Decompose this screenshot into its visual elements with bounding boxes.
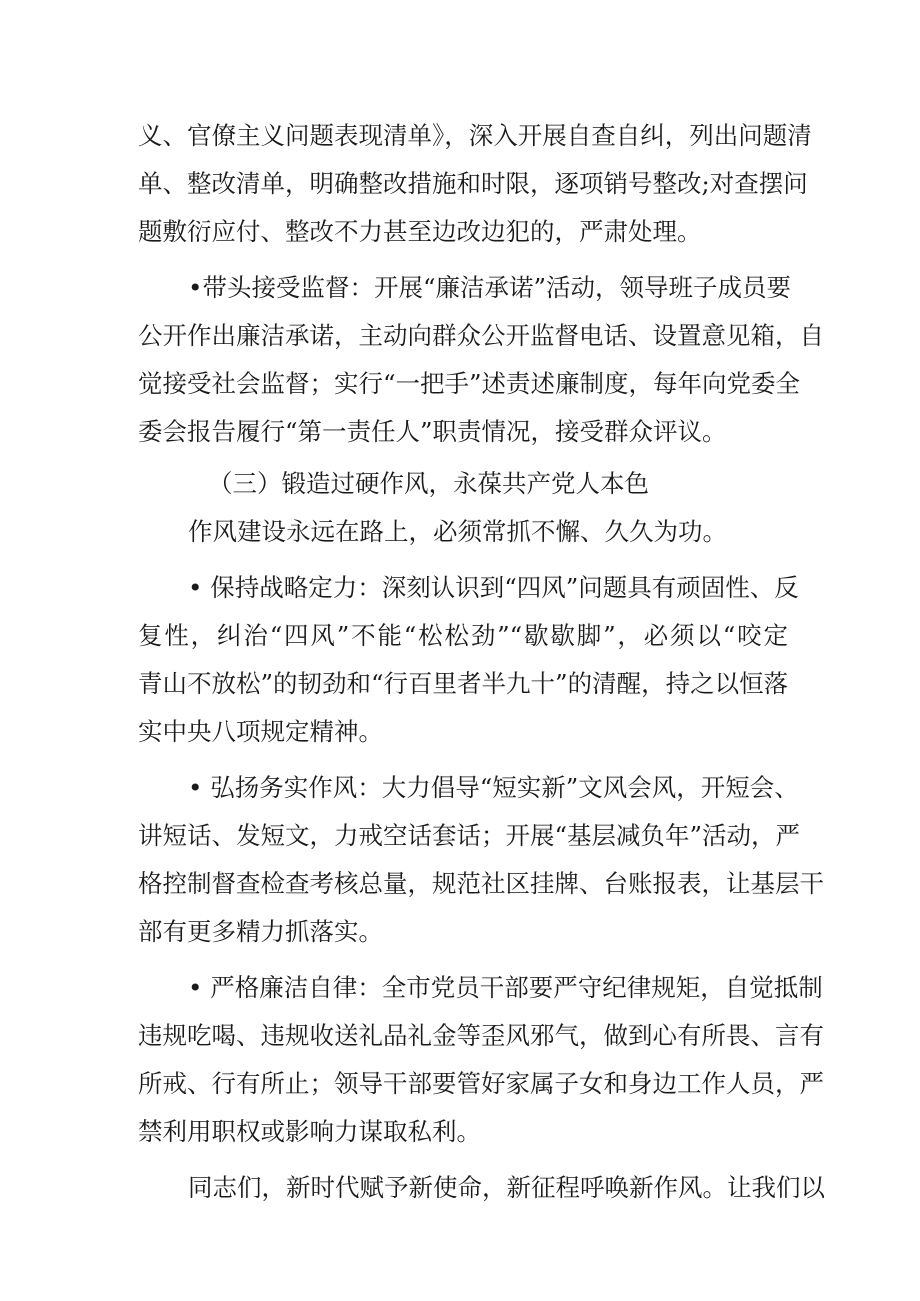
text-line: 作风建设永远在路上，必须常抓不懈、久久为功。 — [188, 517, 727, 546]
bullet-line: •带头接受监督：开展“廉洁承诺”活动，领导班子成员要 — [188, 273, 791, 302]
text-line: 单、整改清单，明确整改措施和时限，逐项销号整改;对查摆问 — [138, 169, 808, 198]
text-line: 委会报告履行“第一责任人”职责情况，接受群众评议。 — [138, 417, 727, 446]
document-page — [138, 112, 825, 1212]
paragraph-integrity — [138, 964, 824, 1156]
text-line: 复性，纠治“四风”不能“松松劲”“歇歇脚”，必须以“咬定 — [138, 621, 788, 650]
text-line: 格控制督查检查考核总量，规范社区挂牌、台账报表，让基层干 — [138, 869, 824, 898]
text-line: 题敷衍应付、整改不力甚至边改边犯的，严肃处理。 — [138, 217, 702, 246]
text-line: 觉接受社会监督；实行“一把手”述责述廉制度，每年向党委全 — [138, 369, 801, 398]
section-heading-text: （三）锻造过硬作风，永葆共产党人本色 — [208, 469, 649, 498]
paragraph-strategic-focus — [138, 564, 799, 756]
text-line: 公开作出廉洁承诺，主动向群众公开监督电话、设置意见箱，自 — [138, 321, 824, 350]
bullet-line: • 严格廉洁自律：全市党员干部要严守纪律规矩，自觉抵制 — [188, 973, 823, 1002]
text-line: 同志们，新时代赋予新使命，新征程呼唤新作风。让我们以 — [188, 1173, 825, 1202]
text-line: 违规吃喝、违规收送礼品礼金等歪风邪气，做到心有所畏、言有 — [138, 1021, 824, 1050]
text-line: 青山不放松”的韧劲和“行百里者半九十”的清醒，持之以恒落 — [138, 669, 789, 698]
text-line: 义、官僚主义问题表现清单》，深入开展自查自纠，列出问题清 — [138, 121, 812, 150]
text-line: 讲短话、发短文，力戒空话套话；开展“基层减负年”活动，严 — [138, 821, 801, 850]
paragraph-practical-style — [138, 764, 824, 956]
bullet-line: • 弘扬务实作风：大力倡导“短实新”文风会风，开短会、 — [188, 773, 799, 802]
text-line: 禁利用职权或影响力谋取私利。 — [138, 1117, 481, 1146]
text-line: 所戒、行有所止；领导干部要管好家属子女和身边工作人员，严 — [138, 1069, 824, 1098]
paragraph-continuation — [138, 112, 812, 256]
section-heading — [138, 460, 788, 508]
text-line: 实中央八项规定精神。 — [138, 717, 383, 746]
paragraph-intro — [138, 508, 788, 556]
bullet-line: • 保持战略定力：深刻认识到“四风”问题具有顽固性、反 — [188, 573, 799, 602]
paragraph-accept-supervision — [138, 264, 824, 456]
paragraph-closing — [138, 1164, 825, 1212]
text-line: 部有更多精力抓落实。 — [138, 917, 383, 946]
